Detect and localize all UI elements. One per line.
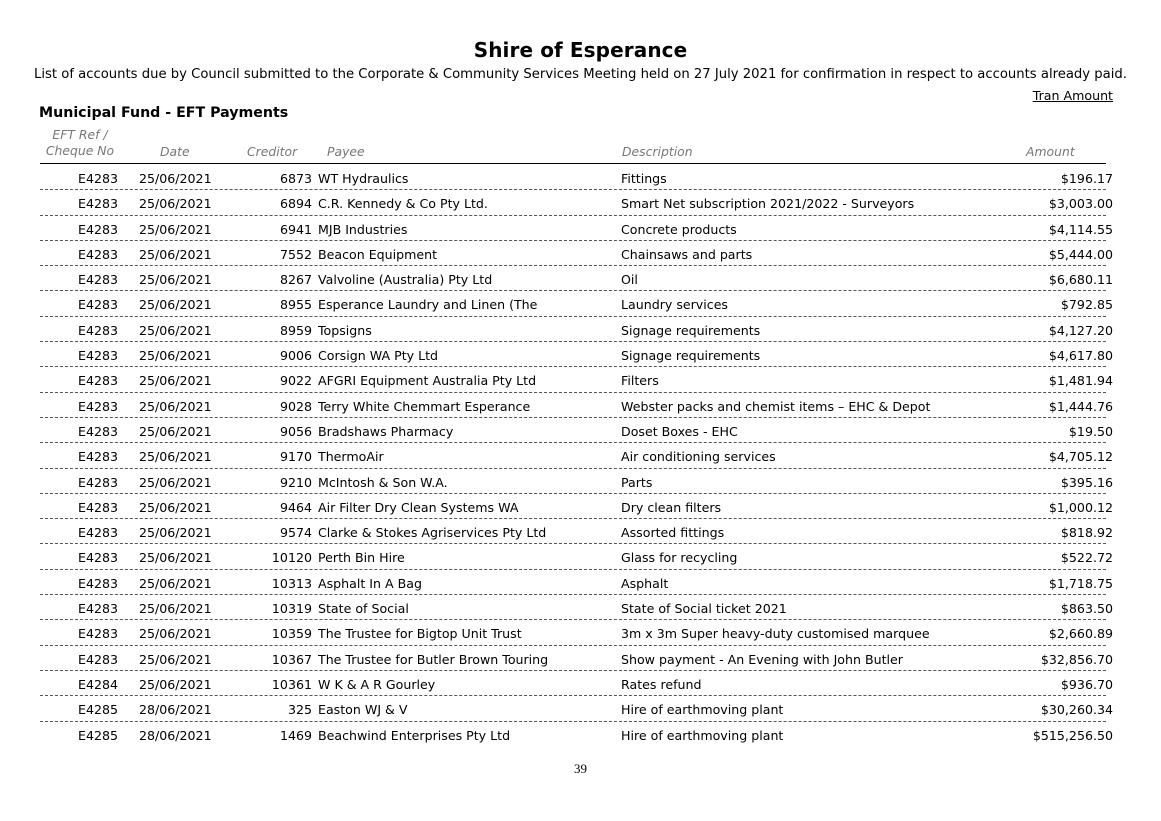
cell-creditor: 8959: [279, 322, 312, 338]
page-number: 39: [574, 761, 587, 776]
table-row: [0, 570, 1161, 595]
cell-amount: $5,444.00: [1048, 246, 1113, 262]
cell-date: 25/06/2021: [139, 651, 212, 667]
tran-amount-label: Tran Amount: [1032, 88, 1113, 103]
cell-date: 28/06/2021: [139, 727, 212, 743]
cell-creditor: 8267: [279, 272, 312, 288]
cell-ref: E4283: [77, 449, 118, 465]
cell-creditor: 6873: [279, 171, 312, 186]
cell-date: 25/06/2021: [139, 373, 212, 389]
cell-description: Rates refund: [621, 676, 702, 692]
table-row: [0, 620, 1161, 645]
cell-payee: ThermoAir: [318, 449, 384, 465]
cell-creditor: 1469: [279, 727, 312, 743]
column-headers: [0, 127, 1161, 161]
cell-payee: Beacon Equipment: [318, 246, 438, 262]
cell-creditor: 6894: [279, 196, 312, 212]
cell-ref: E4283: [77, 348, 118, 364]
cell-amount: $522.72: [1060, 550, 1113, 566]
cell-ref: E4283: [77, 626, 118, 642]
cell-ref: E4283: [77, 499, 118, 515]
cell-description: Hire of earthmoving plant: [621, 727, 784, 743]
cell-date: 25/06/2021: [139, 348, 212, 364]
cell-date: 25/06/2021: [139, 474, 212, 490]
cell-creditor: 9006: [279, 348, 312, 364]
cell-ref: E4283: [77, 423, 118, 439]
cell-creditor: 6941: [279, 221, 312, 237]
cell-amount: $1,481.94: [1048, 373, 1113, 389]
cell-ref: E4283: [77, 221, 118, 237]
cell-payee: WT Hydraulics: [318, 171, 409, 186]
cell-description: Dry clean filters: [621, 499, 722, 515]
table-row: [0, 190, 1161, 215]
cell-amount: $4,705.12: [1048, 449, 1113, 465]
cell-ref: E4283: [77, 651, 118, 667]
table-row: [0, 469, 1161, 494]
page-title: Shire of Esperance: [473, 38, 688, 62]
table-row: [0, 266, 1161, 291]
table-row: [0, 519, 1161, 544]
table-row: [0, 165, 1161, 190]
cell-ref: E4284: [77, 676, 118, 692]
cell-payee: Topsigns: [318, 322, 372, 338]
cell-payee: Bradshaws Pharmacy: [318, 423, 454, 439]
cell-amount: $792.85: [1060, 297, 1113, 313]
cell-creditor: 8955: [279, 297, 312, 313]
column-header-date: Date: [160, 144, 190, 159]
cell-description: Assorted fittings: [621, 525, 725, 541]
cell-amount: $1,444.76: [1048, 398, 1113, 414]
cell-description: Glass for recycling: [621, 550, 738, 566]
cell-description: Webster packs and chemist items – EHC & Depot: [621, 398, 931, 414]
cell-date: 25/06/2021: [139, 196, 212, 212]
cell-payee: Asphalt In A Bag: [318, 575, 422, 591]
cell-creditor: 9056: [279, 423, 312, 439]
cell-payee: Corsign WA Pty Ltd: [318, 348, 439, 364]
cell-description: 3m x 3m Super heavy-duty customised marquee: [621, 626, 930, 642]
cell-description: Chainsaws and parts: [621, 246, 753, 262]
cell-description: Air conditioning services: [621, 449, 776, 465]
cell-description: Hire of earthmoving plant: [621, 702, 784, 718]
cell-date: 25/06/2021: [139, 676, 212, 692]
cell-amount: $818.92: [1060, 525, 1113, 541]
table-row: [0, 216, 1161, 241]
table-row: [0, 367, 1161, 392]
cell-ref: E4283: [77, 601, 118, 617]
cell-description: Parts: [621, 474, 653, 490]
cell-amount: $863.50: [1060, 601, 1113, 617]
cell-amount: $4,127.20: [1048, 322, 1113, 338]
cell-payee: Easton WJ & V: [318, 702, 408, 718]
cell-creditor: 10359: [271, 626, 312, 642]
table-row: [0, 393, 1161, 418]
cell-description: Concrete products: [621, 221, 737, 237]
cell-ref: E4283: [77, 550, 118, 566]
cell-payee: State of Social: [318, 601, 409, 617]
cell-amount: $32,856.70: [1040, 651, 1113, 667]
payments-table: [0, 165, 1161, 747]
table-row: [0, 595, 1161, 620]
cell-payee: Air Filter Dry Clean Systems WA: [318, 499, 519, 515]
cell-date: 25/06/2021: [139, 171, 212, 186]
cell-creditor: 9464: [279, 499, 312, 515]
column-header-payee: Payee: [327, 144, 365, 159]
table-row: [0, 342, 1161, 367]
table-row: [0, 646, 1161, 671]
cell-amount: $3,003.00: [1048, 196, 1113, 212]
cell-description: Filters: [621, 373, 659, 389]
cell-ref: E4283: [77, 246, 118, 262]
cell-amount: $395.16: [1060, 474, 1113, 490]
cell-creditor: 10313: [271, 575, 312, 591]
cell-description: Laundry services: [621, 297, 728, 313]
cell-payee: Clarke & Stokes Agriservices Pty Ltd: [318, 525, 547, 541]
cell-payee: W K & A R Gourley: [318, 676, 436, 692]
section-title: Municipal Fund - EFT Payments: [39, 105, 289, 121]
column-header-ref: [44, 127, 116, 159]
table-row: [0, 722, 1161, 747]
cell-ref: E4283: [77, 474, 118, 490]
cell-creditor: 9574: [279, 525, 312, 541]
header-divider: [40, 163, 1106, 164]
cell-creditor: 9022: [279, 373, 312, 389]
table-row: [0, 671, 1161, 696]
cell-date: 25/06/2021: [139, 322, 212, 338]
cell-creditor: 9170: [279, 449, 312, 465]
cell-amount: $2,660.89: [1048, 626, 1113, 642]
cell-amount: $1,000.12: [1048, 499, 1113, 515]
page-subtitle: List of accounts due by Council submitted to the Corporate & Community Services Meeting held on 27 July 2021 for confirmation in respect to accounts already paid.: [34, 67, 1127, 82]
cell-payee: McIntosh & Son W.A.: [318, 474, 448, 490]
cell-date: 25/06/2021: [139, 398, 212, 414]
cell-date: 25/06/2021: [139, 601, 212, 617]
cell-date: 25/06/2021: [139, 449, 212, 465]
cell-description: Signage requirements: [621, 322, 761, 338]
cell-description: State of Social ticket 2021: [621, 601, 787, 617]
cell-amount: $6,680.11: [1048, 272, 1113, 288]
cell-date: 25/06/2021: [139, 246, 212, 262]
cell-date: 25/06/2021: [139, 272, 212, 288]
cell-creditor: 9028: [279, 398, 312, 414]
cell-ref: E4283: [77, 196, 118, 212]
cell-date: 25/06/2021: [139, 221, 212, 237]
cell-creditor: 10319: [271, 601, 312, 617]
cell-date: 25/06/2021: [139, 550, 212, 566]
cell-payee: MJB Industries: [318, 221, 408, 237]
cell-date: 25/06/2021: [139, 626, 212, 642]
table-row: [0, 544, 1161, 569]
table-row: [0, 317, 1161, 342]
cell-description: Doset Boxes - EHC: [621, 423, 738, 439]
cell-payee: The Trustee for Butler Brown Touring: [318, 651, 549, 667]
column-header-ref-line2: Cheque No: [45, 143, 115, 158]
cell-creditor: 10367: [271, 651, 312, 667]
column-header-description: Description: [622, 144, 693, 159]
cell-creditor: 10120: [271, 550, 312, 566]
cell-date: 28/06/2021: [139, 702, 212, 718]
column-header-ref-line1: EFT Ref /: [52, 127, 108, 142]
cell-ref: E4283: [77, 322, 118, 338]
cell-ref: E4283: [77, 525, 118, 541]
cell-description: Show payment - An Evening with John Butler: [621, 651, 903, 667]
cell-description: Oil: [621, 272, 638, 288]
cell-payee: Perth Bin Hire: [318, 550, 405, 566]
cell-ref: E4283: [77, 297, 118, 313]
cell-amount: $19.50: [1068, 423, 1113, 439]
cell-amount: $515,256.50: [1032, 727, 1113, 743]
cell-ref: E4283: [77, 575, 118, 591]
table-row: [0, 241, 1161, 266]
cell-payee: Esperance Laundry and Linen (The: [318, 297, 538, 313]
cell-description: Asphalt: [621, 575, 669, 591]
cell-amount: $4,114.55: [1048, 221, 1113, 237]
cell-payee: C.R. Kennedy & Co Pty Ltd.: [318, 196, 488, 212]
cell-ref: E4283: [77, 272, 118, 288]
column-header-amount: Amount: [1026, 144, 1075, 159]
cell-date: 25/06/2021: [139, 423, 212, 439]
cell-payee: AFGRI Equipment Australia Pty Ltd: [318, 373, 537, 389]
cell-ref: E4285: [77, 727, 118, 743]
cell-date: 25/06/2021: [139, 575, 212, 591]
cell-amount: $4,617.80: [1048, 348, 1113, 364]
cell-amount: $30,260.34: [1040, 702, 1113, 718]
cell-payee: The Trustee for Bigtop Unit Trust: [318, 626, 522, 642]
table-row: [0, 696, 1161, 721]
cell-amount: $936.70: [1060, 676, 1113, 692]
table-row: [0, 443, 1161, 468]
cell-date: 25/06/2021: [139, 297, 212, 313]
table-row: [0, 291, 1161, 316]
cell-description: Signage requirements: [621, 348, 761, 364]
cell-payee: Valvoline (Australia) Pty Ltd: [318, 272, 493, 288]
cell-description: Smart Net subscription 2021/2022 - Surveyors: [621, 196, 915, 212]
cell-ref: E4283: [77, 171, 118, 186]
cell-ref: E4283: [77, 373, 118, 389]
cell-ref: E4283: [77, 398, 118, 414]
table-row: [0, 418, 1161, 443]
cell-date: 25/06/2021: [139, 525, 212, 541]
cell-payee: Beachwind Enterprises Pty Ltd: [318, 727, 511, 743]
cell-description: Fittings: [621, 171, 667, 186]
column-header-creditor: Creditor: [247, 144, 298, 159]
table-row: [0, 494, 1161, 519]
cell-date: 25/06/2021: [139, 499, 212, 515]
cell-payee: Terry White Chemmart Esperance: [318, 398, 531, 414]
cell-creditor: 325: [287, 702, 312, 718]
cell-creditor: 9210: [279, 474, 312, 490]
cell-creditor: 10361: [271, 676, 312, 692]
cell-ref: E4285: [77, 702, 118, 718]
cell-amount: $1,718.75: [1048, 575, 1113, 591]
cell-creditor: 7552: [279, 246, 312, 262]
cell-amount: $196.17: [1060, 171, 1113, 186]
